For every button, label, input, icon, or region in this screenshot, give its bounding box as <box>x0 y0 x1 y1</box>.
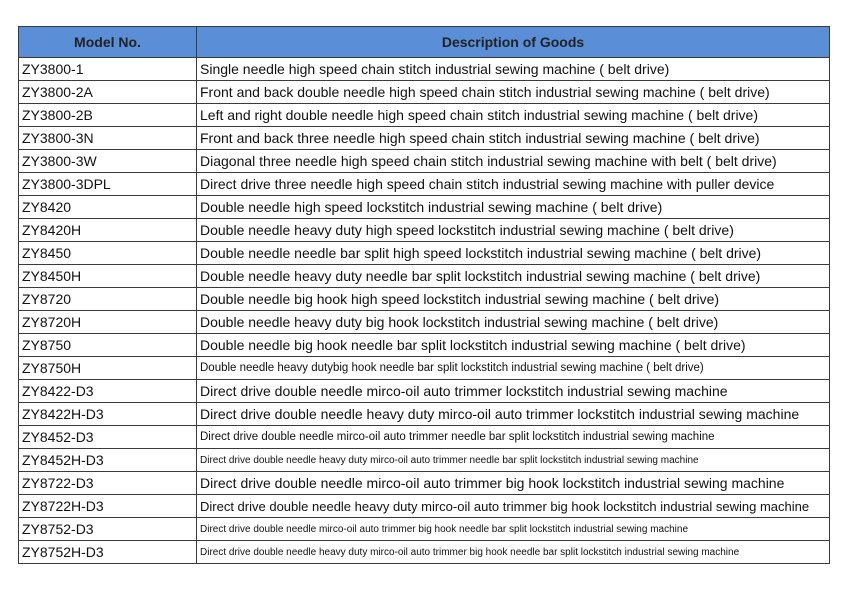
model-cell: ZY3800-2B <box>19 104 197 127</box>
table-row <box>19 150 830 173</box>
table-body <box>19 58 830 564</box>
model-cell: ZY8452H-D3 <box>19 449 197 472</box>
description-cell: Double needle needle bar split high speed lockstitch industrial sewing machine ( belt drive) <box>197 242 830 265</box>
table-row <box>19 495 830 518</box>
description-cell: Direct drive double needle mirco-oil auto trimmer lockstitch industrial sewing machine <box>197 380 830 403</box>
table-row <box>19 426 830 449</box>
model-cell: ZY8722-D3 <box>19 472 197 495</box>
model-cell: ZY8752H-D3 <box>19 541 197 564</box>
table-row <box>19 357 830 380</box>
table-row <box>19 449 830 472</box>
table-row <box>19 219 830 242</box>
table-row <box>19 242 830 265</box>
table-row <box>19 334 830 357</box>
description-cell: Direct drive double needle mirco-oil auto trimmer big hook needle bar split lockstitch industrial sewing machine <box>197 518 830 541</box>
description-cell: Direct drive double needle heavy duty mirco-oil auto trimmer big hook lockstitch industrial sewing machine <box>197 495 830 518</box>
model-cell: ZY8750 <box>19 334 197 357</box>
description-cell: Direct drive three needle high speed chain stitch industrial sewing machine with puller device <box>197 173 830 196</box>
model-cell: ZY3800-1 <box>19 58 197 81</box>
table-row <box>19 541 830 564</box>
model-cell: ZY3800-2A <box>19 81 197 104</box>
description-cell: Left and right double needle high speed chain stitch industrial sewing machine ( belt drive) <box>197 104 830 127</box>
model-cell: ZY8422H-D3 <box>19 403 197 426</box>
model-cell: ZY8450H <box>19 265 197 288</box>
table-row <box>19 518 830 541</box>
table-row <box>19 472 830 495</box>
product-table <box>18 26 830 564</box>
model-cell: ZY8422-D3 <box>19 380 197 403</box>
table-row <box>19 173 830 196</box>
description-cell: Double needle high speed lockstitch industrial sewing machine ( belt drive) <box>197 196 830 219</box>
description-cell: Front and back three needle high speed chain stitch industrial sewing machine ( belt drive) <box>197 127 830 150</box>
model-cell: ZY8720H <box>19 311 197 334</box>
header-model-no: Model No. <box>19 27 197 58</box>
description-cell: Double needle heavy dutybig hook needle bar split lockstitch industrial sewing machine ( belt drive) <box>197 357 830 380</box>
table-row <box>19 288 830 311</box>
description-cell: Direct drive double needle mirco-oil auto trimmer needle bar split lockstitch industrial sewing machine <box>197 426 830 449</box>
model-cell: ZY3800-3DPL <box>19 173 197 196</box>
model-cell: ZY8720 <box>19 288 197 311</box>
table-row <box>19 380 830 403</box>
description-cell: Diagonal three needle high speed chain stitch industrial sewing machine with belt ( belt drive) <box>197 150 830 173</box>
table-row <box>19 196 830 219</box>
description-cell: Double needle big hook high speed lockstitch industrial sewing machine ( belt drive) <box>197 288 830 311</box>
table-row <box>19 403 830 426</box>
description-cell: Direct drive double needle mirco-oil auto trimmer big hook lockstitch industrial sewing machine <box>197 472 830 495</box>
model-cell: ZY8752-D3 <box>19 518 197 541</box>
model-cell: ZY8420 <box>19 196 197 219</box>
model-cell: ZY3800-3W <box>19 150 197 173</box>
description-cell: Double needle heavy duty high speed lockstitch industrial sewing machine ( belt drive) <box>197 219 830 242</box>
model-cell: ZY8750H <box>19 357 197 380</box>
model-cell: ZY8722H-D3 <box>19 495 197 518</box>
model-cell: ZY8420H <box>19 219 197 242</box>
model-cell: ZY8452-D3 <box>19 426 197 449</box>
header-row <box>19 27 830 58</box>
description-cell: Front and back double needle high speed chain stitch industrial sewing machine ( belt drive) <box>197 81 830 104</box>
table-row <box>19 311 830 334</box>
description-cell: Direct drive double needle heavy duty mirco-oil auto trimmer lockstitch industrial sewing machine <box>197 403 830 426</box>
model-cell: ZY3800-3N <box>19 127 197 150</box>
table-row <box>19 81 830 104</box>
description-cell: Double needle heavy duty big hook lockstitch industrial sewing machine ( belt drive) <box>197 311 830 334</box>
description-cell: Single needle high speed chain stitch industrial sewing machine ( belt drive) <box>197 58 830 81</box>
description-cell: Direct drive double needle heavy duty mirco-oil auto trimmer big hook needle bar split lockstitch industrial sewing machine <box>197 541 830 564</box>
header-description: Description of Goods <box>197 27 830 58</box>
table-row <box>19 265 830 288</box>
model-cell: ZY8450 <box>19 242 197 265</box>
table-row <box>19 104 830 127</box>
description-cell: Double needle heavy duty needle bar split lockstitch industrial sewing machine ( belt drive) <box>197 265 830 288</box>
table-row <box>19 127 830 150</box>
description-cell: Direct drive double needle heavy duty mirco-oil auto trimmer needle bar split lockstitch industrial sewing machine <box>197 449 830 472</box>
table-row <box>19 58 830 81</box>
description-cell: Double needle big hook needle bar split lockstitch industrial sewing machine ( belt drive) <box>197 334 830 357</box>
